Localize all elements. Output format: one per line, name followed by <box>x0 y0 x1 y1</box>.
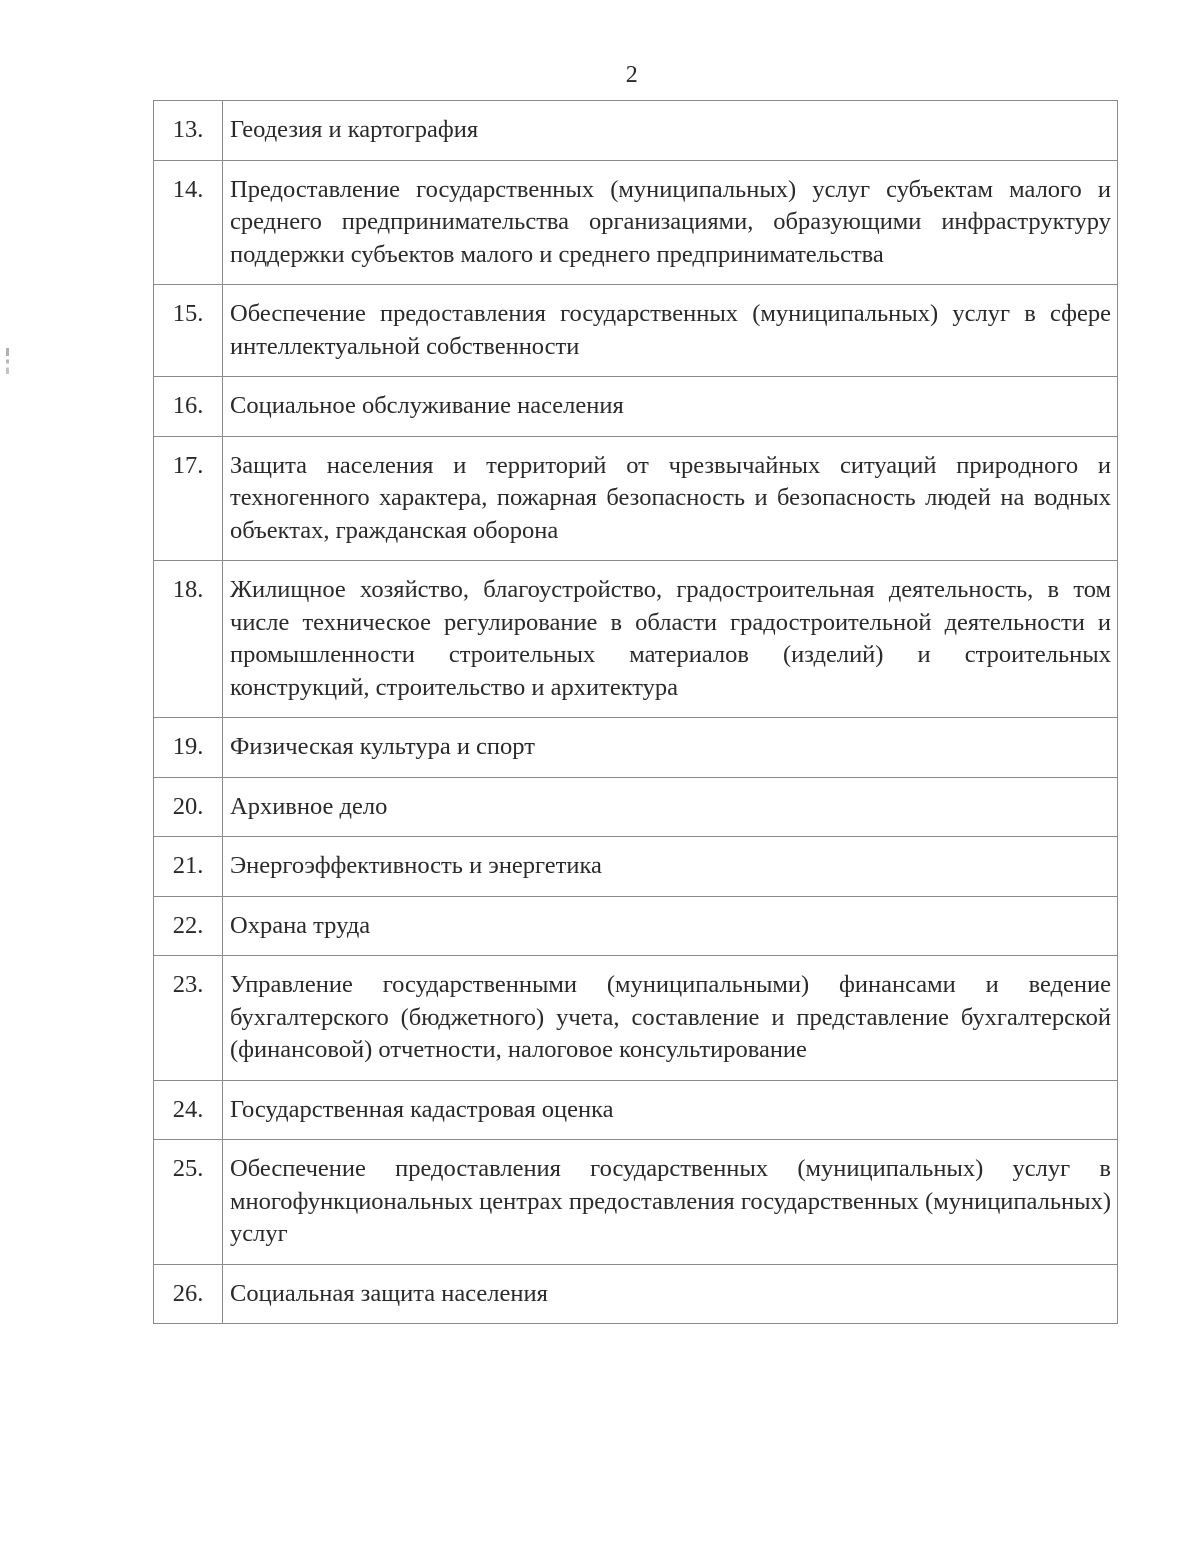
row-number: 22. <box>154 896 223 956</box>
row-text: Предоставление государственных (муниципальных) услуг субъектам малого и среднего предпринимательства организациями, образующими инфраструктуру поддержки субъектов малого и среднего предпринимательства <box>223 160 1118 285</box>
table-row <box>154 160 1118 285</box>
row-text: Социальная защита населения <box>223 1264 1118 1324</box>
row-text: Государственная кадастровая оценка <box>223 1080 1118 1140</box>
row-number: 17. <box>154 436 223 561</box>
table-row <box>154 956 1118 1081</box>
activity-list-table <box>153 100 1118 1324</box>
row-number: 19. <box>154 718 223 778</box>
row-number: 16. <box>154 377 223 437</box>
row-number: 23. <box>154 956 223 1081</box>
table-body <box>154 101 1118 1324</box>
row-number: 24. <box>154 1080 223 1140</box>
row-text: Архивное дело <box>223 777 1118 837</box>
table-row <box>154 896 1118 956</box>
table-row <box>154 837 1118 897</box>
row-text: Защита населения и территорий от чрезвычайных ситуаций природного и техногенного характера, пожарная безопасность и безопасность людей на водных объектах, гражданская оборона <box>223 436 1118 561</box>
row-number: 21. <box>154 837 223 897</box>
table-row <box>154 1264 1118 1324</box>
row-text: Энергоэффективность и энергетика <box>223 837 1118 897</box>
row-number: 25. <box>154 1140 223 1265</box>
row-number: 15. <box>154 285 223 377</box>
row-text: Обеспечение предоставления государственных (муниципальных) услуг в многофункциональных центрах предоставления государственных (муниципальных) услуг <box>223 1140 1118 1265</box>
table-row <box>154 561 1118 718</box>
row-text: Охрана труда <box>223 896 1118 956</box>
row-number: 14. <box>154 160 223 285</box>
table-row <box>154 101 1118 161</box>
row-text: Управление государственными (муниципальными) финансами и ведение бухгалтерского (бюджетного) учета, составление и представление бухгалтерской (финансовой) отчетности, налоговое консультирование <box>223 956 1118 1081</box>
table-row <box>154 377 1118 437</box>
row-text: Обеспечение предоставления государственных (муниципальных) услуг в сфере интеллектуальной собственности <box>223 285 1118 377</box>
table-row <box>154 436 1118 561</box>
row-number: 13. <box>154 101 223 161</box>
row-number: 18. <box>154 561 223 718</box>
row-number: 20. <box>154 777 223 837</box>
row-text: Геодезия и картография <box>223 101 1118 161</box>
table-row <box>154 1140 1118 1265</box>
row-text: Социальное обслуживание населения <box>223 377 1118 437</box>
table-row <box>154 285 1118 377</box>
table-row <box>154 1080 1118 1140</box>
row-text: Физическая культура и спорт <box>223 718 1118 778</box>
scan-margin-mark <box>6 348 9 374</box>
row-number: 26. <box>154 1264 223 1324</box>
page-number: 2 <box>625 62 639 88</box>
table-row <box>154 777 1118 837</box>
row-text: Жилищное хозяйство, благоустройство, градостроительная деятельность, в том числе техническое регулирование в области градостроительной деятельности и промышленности строительных материалов (изделий) и строительных конструкций, строительство и архитектура <box>223 561 1118 718</box>
table-row <box>154 718 1118 778</box>
